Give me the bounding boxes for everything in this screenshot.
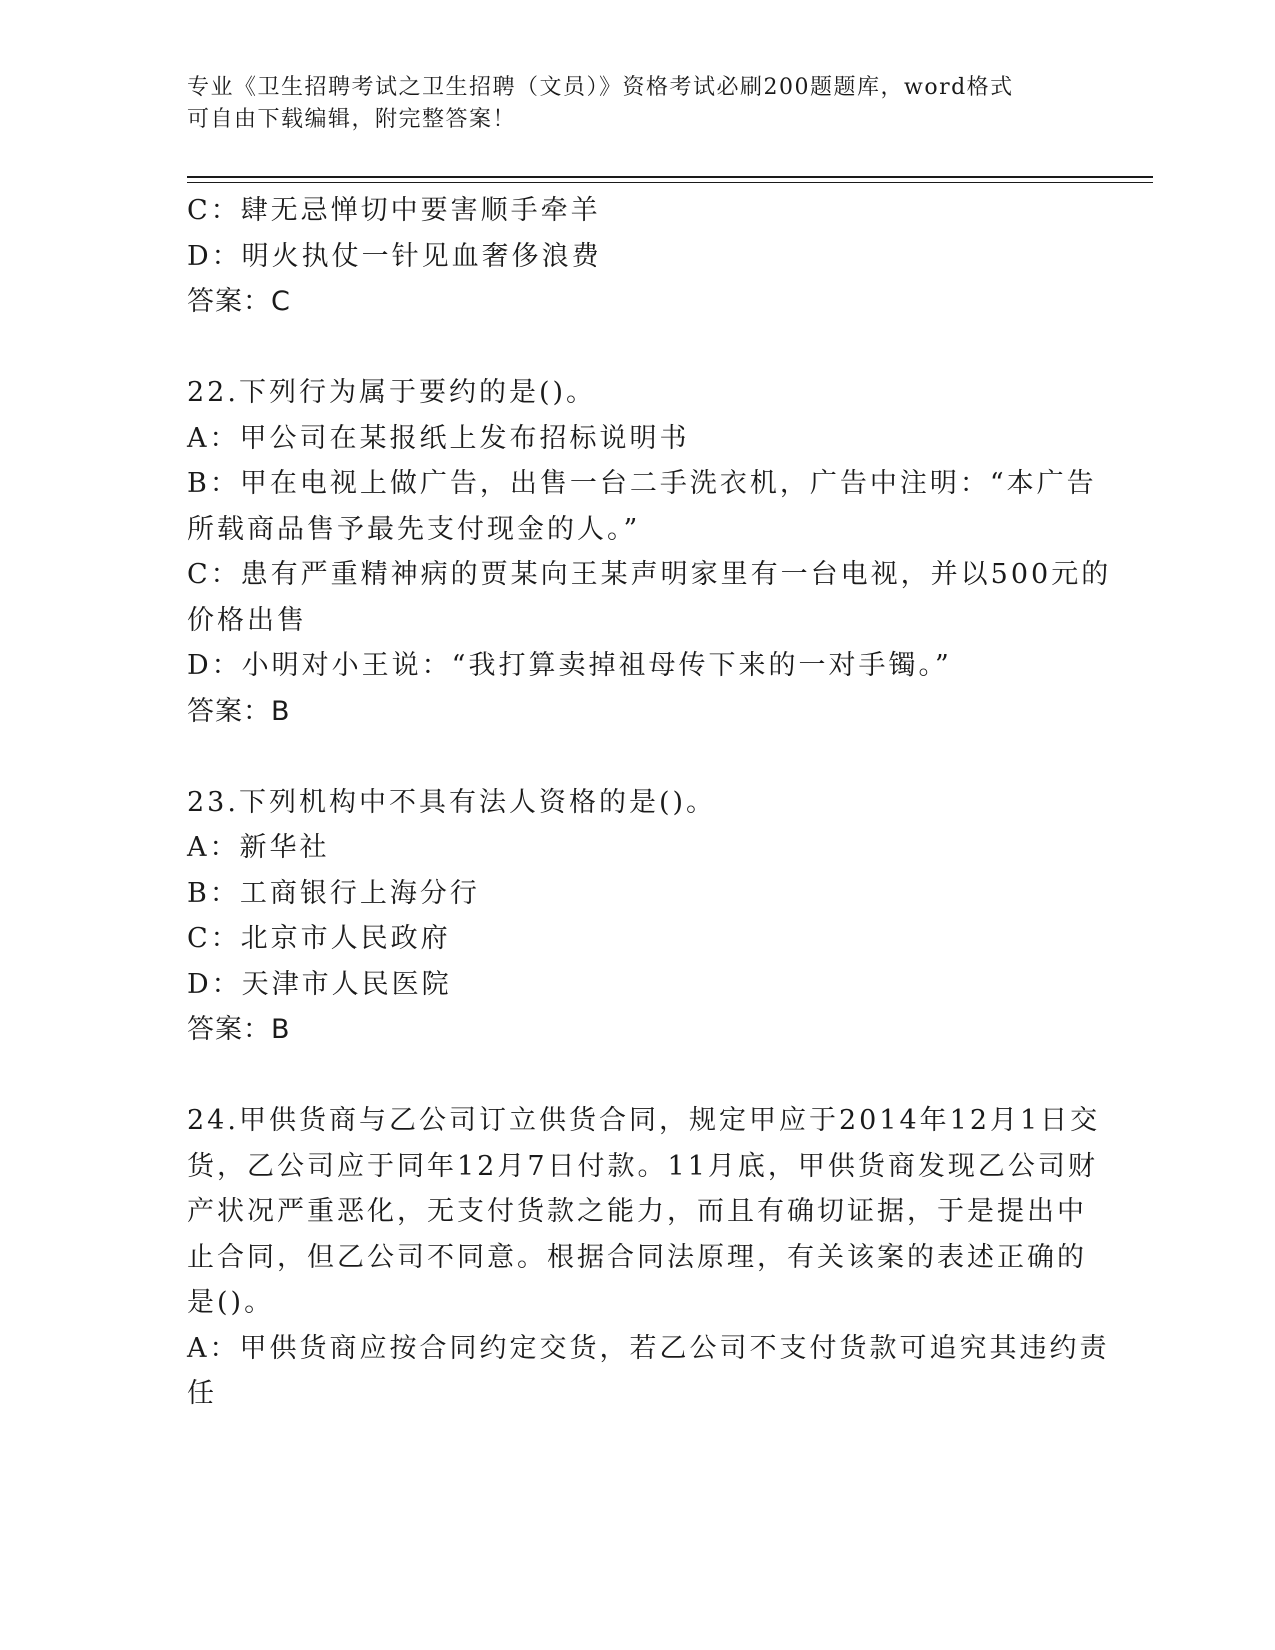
option-d: D：天津市人民医院 bbox=[187, 968, 452, 1000]
question-block-24 bbox=[187, 1098, 1110, 1417]
option-c: C：北京市人民政府 bbox=[187, 923, 451, 954]
question-text-continued: 是()。 bbox=[187, 1287, 275, 1318]
option-a: A：甲公司在某报纸上发布招标说明书 bbox=[187, 422, 690, 454]
answer-label: 答案：B bbox=[187, 695, 291, 727]
option-a: A：甲供货商应按合同约定交货，若乙公司不支付货款可追究其违约责 bbox=[187, 1332, 1110, 1364]
header-divider-thin bbox=[187, 182, 1153, 183]
question-text: 24.甲供货商与乙公司订立供货合同，规定甲应于2014年12月1日交 bbox=[187, 1105, 1101, 1136]
question-block-21 bbox=[187, 188, 1087, 325]
question-text: 23.下列机构中不具有法人资格的是()。 bbox=[187, 786, 717, 818]
option-b-continued: 所载商品售予最先支付现金的人。” bbox=[187, 513, 641, 545]
spacer bbox=[187, 734, 1087, 780]
spacer bbox=[187, 325, 1087, 371]
answer-label: 答案：C bbox=[187, 286, 291, 317]
spacer bbox=[187, 1053, 1087, 1099]
option-d: D：明火执仗一针见血奢侈浪费 bbox=[187, 240, 602, 272]
question-text-continued: 货，乙公司应于同年12月7日付款。11月底，甲供货商发现乙公司财 bbox=[187, 1150, 1098, 1182]
option-b: B：甲在电视上做广告，出售一台二手洗衣机，广告中注明：“本广告 bbox=[187, 468, 1097, 499]
option-c: C：肆无忌惮切中要害顺手牵羊 bbox=[187, 195, 601, 226]
question-text-continued: 止合同，但乙公司不同意。根据合同法原理，有关该案的表述正确的 bbox=[187, 1241, 1087, 1273]
option-c: C：患有严重精神病的贾某向王某声明家里有一台电视，并以500元的 bbox=[187, 559, 1112, 590]
option-c-continued: 价格出售 bbox=[187, 604, 307, 636]
document-header bbox=[187, 72, 1067, 136]
header-divider-thick bbox=[187, 176, 1153, 178]
question-block-22 bbox=[187, 370, 1112, 734]
header-line-1: 专业《卫生招聘考试之卫生招聘（文员）》资格考试必刷200题题库，word格式 bbox=[187, 75, 1014, 100]
question-text: 22.下列行为属于要约的是()。 bbox=[187, 377, 597, 408]
question-text-continued: 产状况严重恶化，无支付货款之能力，而且有确切证据，于是提出中 bbox=[187, 1196, 1087, 1227]
option-a: A：新华社 bbox=[187, 832, 330, 863]
option-b: B：工商银行上海分行 bbox=[187, 877, 480, 909]
question-block-23 bbox=[187, 780, 1087, 1053]
option-d: D：小明对小王说：“我打算卖掉祖母传下来的一对手镯。” bbox=[187, 650, 952, 681]
answer-label: 答案：B bbox=[187, 1014, 291, 1045]
option-a-continued: 任 bbox=[187, 1378, 217, 1409]
question-list bbox=[187, 188, 1112, 1417]
header-line-2: 可自由下载编辑，附完整答案！ bbox=[187, 107, 517, 132]
